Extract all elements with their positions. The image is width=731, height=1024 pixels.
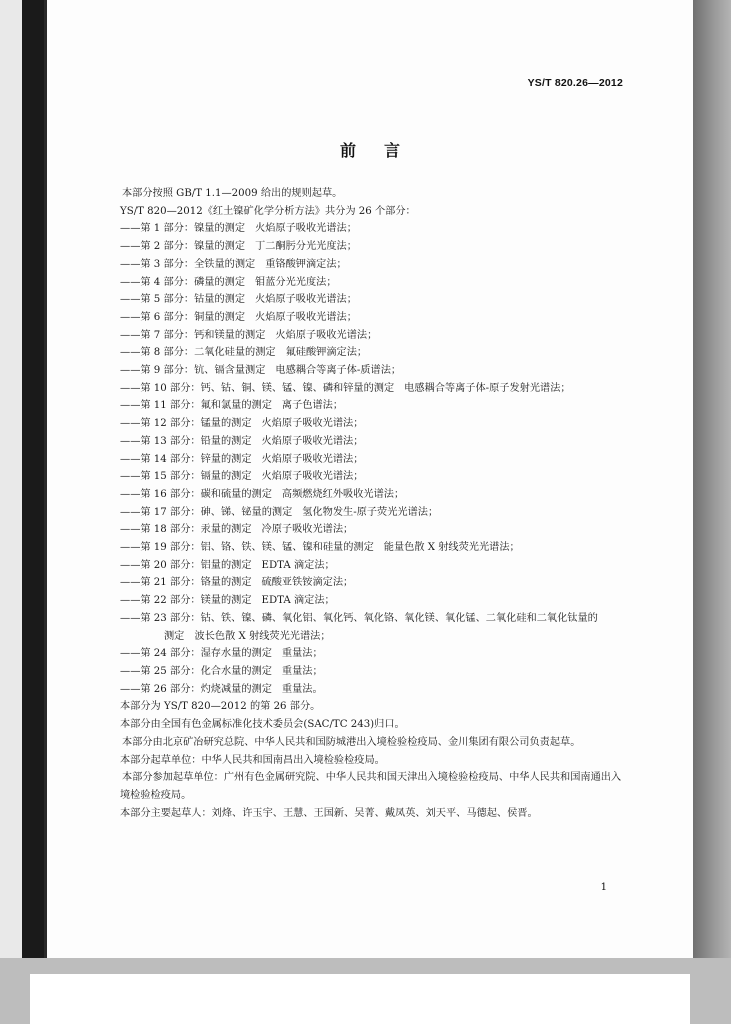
part-subject: 锰量的测定 [200,418,252,430]
part-method: 重量法。 [281,683,323,695]
part-subject: 钙、钴、铜、镁、锰、镍、磷和锌量的测定 [200,382,395,394]
part-number: ——第 8 部分： [120,347,195,359]
document-body [120,185,625,822]
part-subject: 湿存水量的测定 [200,648,272,660]
part-subject: 铬量的测定 [200,577,252,589]
part-number: ——第 17 部分： [120,506,201,518]
part-subject: 钴量的测定 [194,294,246,306]
part-method: 电感耦合等离子体-原子发射光谱法； [404,382,571,394]
part-subject: 钙和镁量的测定 [194,329,266,341]
part-number: ——第 11 部分： [120,400,201,412]
part-number: ——第 20 部分： [120,559,201,571]
part-number: ——第 10 部分： [120,382,201,394]
part-number: ——第 15 部分： [120,471,201,483]
part-subject: 镍量的测定 [194,241,246,253]
closing-paragraph: 本部分由北京矿冶研究总院、中华人民共和国防城港出入境检验检疫局、金川集团有限公司负责起草。 [122,736,581,748]
part-item [120,220,625,238]
parts-list [120,220,625,609]
part-number: ——第 19 部分： [120,542,201,554]
part-item [120,309,625,327]
part-item [120,539,625,557]
part-number: ——第 5 部分： [120,294,195,306]
part-item [120,557,625,575]
part-subject: 锌量的测定 [200,453,252,465]
document-id: YS/T 820.26—2012 [527,77,623,89]
closing-line: 本部分由全国有色金属标准化技术委员会(SAC/TC 243)归口。 [120,719,405,731]
part-method: 高频燃烧红外吸收光谱法； [281,488,405,500]
part-method: 冷原子吸收光谱法； [261,524,354,536]
part-method: 火焰原子吸收光谱法； [255,294,357,306]
part-method: EDTA 滴定法； [261,559,335,571]
part-item [120,256,625,274]
part-subject: 二氧化硅量的测定 [194,347,276,359]
part-item [120,486,625,504]
part-item [120,433,625,451]
part-number: ——第 18 部分： [120,524,201,536]
part-number: ——第 16 部分： [120,488,201,500]
part-method: 能量色散 X 射线荧光光谱法； [383,542,520,554]
part-method: 火焰原子吸收光谱法； [261,418,364,430]
part-number: ——第 4 部分： [120,276,195,288]
closing-line: 本部分为 YS/T 820—2012 的第 26 部分。 [120,701,321,713]
part-subject: 磷量的测定 [194,276,246,288]
part-number: ——第 12 部分： [120,418,201,430]
parts-tail-list [120,645,625,698]
part-item [120,344,625,362]
part-method: 氟硅酸钾滴定法； [285,347,368,359]
part-method: 火焰原子吸收光谱法； [261,453,364,465]
part-number: ——第 9 部分： [120,365,195,377]
part-number: ——第 21 部分： [120,577,201,589]
part-method: EDTA 滴定法； [261,595,335,607]
part-method: 火焰原子吸收光谱法； [255,311,357,323]
part-method: 火焰原子吸收光谱法； [255,223,357,235]
part-number: ——第 2 部分： [120,241,195,253]
part-item [120,397,625,415]
part-subject: 碳和硫量的测定 [200,488,272,500]
part-number: ——第 24 部分： [120,648,201,660]
part-item [120,645,625,663]
part-subject: 砷、锑、铋量的测定 [200,506,293,518]
part-subject: 氟和氯量的测定 [200,400,272,412]
part-item [120,327,625,345]
intro-line: 本部分按照 GB/T 1.1—2009 给出的规则起草。 [122,188,343,199]
part-method: 重量法； [281,648,323,660]
part-item [120,663,625,681]
page-title: 前言 [339,141,428,160]
part-subject: 全铁量的测定 [194,258,256,270]
part-method: 重量法； [281,665,323,677]
part-number: ——第 6 部分： [120,311,195,323]
page-number: 1 [600,882,607,893]
part-item [120,274,625,292]
part-method: 重铬酸钾滴定法； [265,258,347,270]
part-subject: 铝、铬、铁、镁、锰、镍和硅量的测定 [200,542,374,554]
part-method: 火焰原子吸收光谱法； [261,435,364,447]
part-subject: 灼烧减量的测定 [200,683,272,695]
part-23-line-1: ——第 23 部分：钴、铁、镍、磷、氧化铝、氧化钙、氧化铬、氧化镁、氧化锰、二氧化硅和二氧化钛量的 [120,612,598,624]
part-item [120,574,625,592]
part-subject: 铅量的测定 [200,435,252,447]
part-item [120,468,625,486]
part-method: 火焰原子吸收光谱法； [261,471,364,483]
part-method: 离子色谱法； [281,400,344,412]
part-method: 钼蓝分光光度法； [255,276,337,288]
part-number: ——第 3 部分： [120,258,195,270]
part-subject: 钪、镉含量测定 [194,365,266,377]
part-item [120,592,625,610]
part-number: ——第 14 部分： [120,453,201,465]
closing-paragraph: 本部分参加起草单位：广州有色金属研究院、中华人民共和国天津出入境检验检疫局、中华人民共和国南通出入境检验检疫局。 [120,772,622,801]
part-item [120,504,625,522]
part-method: 电感耦合等离子体-质谱法； [275,365,402,377]
part-item [120,291,625,309]
part-method: 硫酸亚铁铵滴定法； [261,577,354,589]
part-number: ——第 22 部分： [120,595,201,607]
part-item [120,451,625,469]
part-item [120,415,625,433]
scan-background-right [690,0,731,1024]
part-number: ——第 7 部分： [120,329,195,341]
part-subject: 化合水量的测定 [200,665,272,677]
next-page-edge [30,974,690,1024]
part-method: 丁二酮肟分光光度法； [255,241,357,253]
part-subject: 镁量的测定 [200,595,252,607]
closing-line: 本部分主要起草人：刘烽、许玉宇、王慧、王国新、吴菁、戴凤英、刘天平、马德起、侯晋。 [120,807,538,819]
part-subject: 镍量的测定 [194,223,246,235]
part-item [120,238,625,256]
part-item [120,380,625,398]
closing-line: 本部分起草单位：中华人民共和国南昌出入境检验检疫局。 [120,754,385,766]
part-number: ——第 1 部分： [120,223,195,235]
document-page [44,0,693,958]
part-23-line-2: 测定 波长色散 X 射线荧光光谱法； [164,630,331,642]
part-subject: 镉量的测定 [200,471,252,483]
part-item [120,681,625,699]
part-subject: 铝量的测定 [200,559,252,571]
part-method: 氢化物发生-原子荧光光谱法； [302,506,439,518]
part-item [120,521,625,539]
part-number: ——第 13 部分： [120,435,201,447]
part-method: 火焰原子吸收光谱法； [275,329,378,341]
part-number: ——第 25 部分： [120,665,201,677]
part-subject: 汞量的测定 [200,524,252,536]
part-item [120,362,625,380]
part-subject: 铜量的测定 [194,311,246,323]
part-number: ——第 26 部分： [120,683,201,695]
intro-line: YS/T 820—2012《红土镍矿化学分析方法》共分为 26 个部分： [120,205,416,217]
